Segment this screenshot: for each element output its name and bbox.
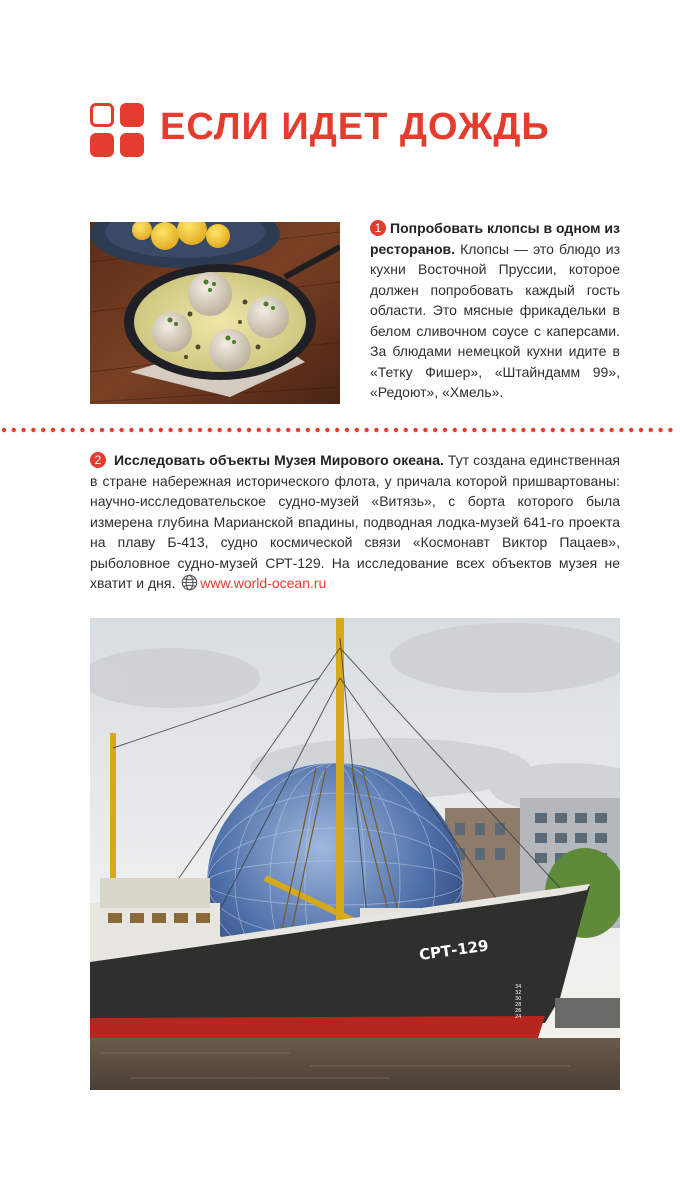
draft-mark: 30 xyxy=(515,996,522,1002)
item-2-text xyxy=(90,450,620,594)
museum-website-link[interactable]: www.world-ocean.ru xyxy=(200,575,327,591)
item-1-lead: Попробовать клопсы в одном из ресторанов. xyxy=(370,220,620,257)
item-2-lead: Исследовать объекты Музея Мирового океана. xyxy=(114,452,444,468)
draft-mark: 28 xyxy=(515,1002,522,1008)
page-header xyxy=(90,100,610,160)
draft-mark: 32 xyxy=(515,990,522,996)
draft-mark: 26 xyxy=(515,1008,522,1014)
four-squares-grid-icon xyxy=(90,103,146,159)
page-title: ЕСЛИ ИДЕТ ДОЖДЬ xyxy=(160,106,550,148)
draft-mark: 24 xyxy=(515,1014,522,1020)
draft-mark: 34 xyxy=(515,984,522,990)
ship-museum-photo xyxy=(90,618,620,1090)
item-number-badge: 1 xyxy=(370,220,386,236)
item-2-body: Тут создана единственная в стране набережная исторического флота, у причала которой пришвартованы: научно-исследовательское судно-музей «Витязь», с борта которого была измерена глубина Марианской впадины, подводная лодка-музей 641-го проекта на плаву Б-413, судно космической связи «Космонавт Виктор Пацаев», рыболовное судно-музей СРТ-129. На исследование всех объектов музея не хватит и дня. xyxy=(90,452,620,591)
hull-label: СРТ-129 xyxy=(418,936,490,964)
item-1-text xyxy=(370,218,620,403)
globe-icon xyxy=(181,574,198,591)
item-1-body: Клопсы — это блюдо из кухни Восточной Пруссии, которое должен попробовать каждый гость области. Это мясные фрикадельки в белом сливочном соусе с каперсами. За блюдами немецкой кухни идите в «Тетку Фишер», «Штайндамм 99», «Редоют», «Хмель». xyxy=(370,240,620,400)
klops-dish-photo xyxy=(90,222,340,404)
dotted-divider xyxy=(0,426,680,434)
item-number-badge: 2 xyxy=(90,452,106,468)
